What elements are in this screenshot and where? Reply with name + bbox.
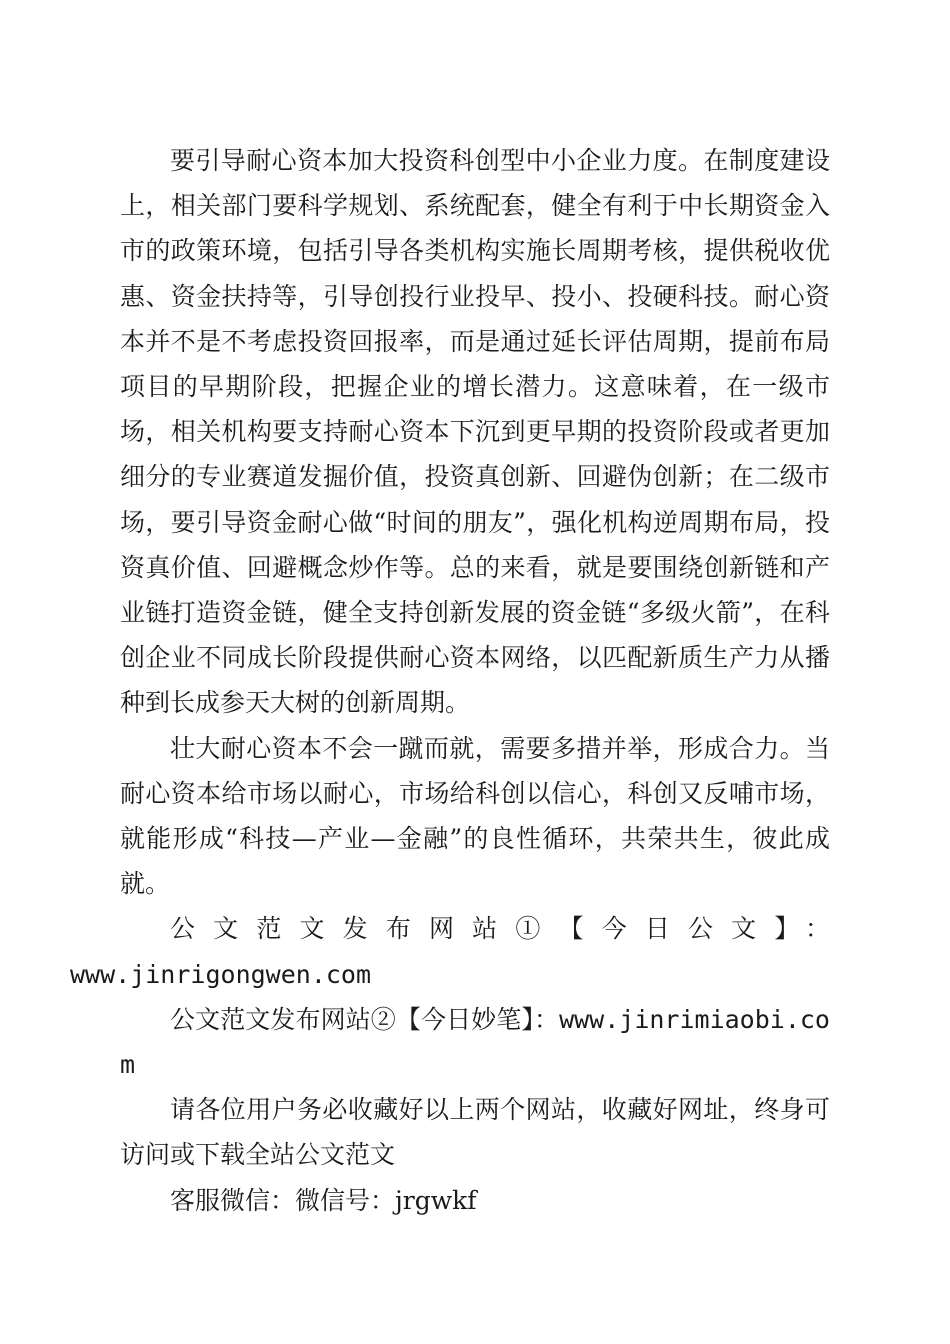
site2-url: www.jinrimiaobi.com: [120, 1004, 830, 1080]
site1-label: 公文范文发布网站①【今日公文】：: [170, 914, 830, 944]
document-body: [70, 138, 830, 1223]
paragraph-2: 壮大耐心资本不会一蹴而就，需要多措并举，形成合力。当耐心资本给市场以耐心，市场给科创以信心，科创又反哺市场，就能形成“科技—产业—金融”的良性循环，共荣共生，彼此成就。: [120, 733, 830, 899]
paragraph-1: 要引导耐心资本加大投资科创型中小企业力度。在制度建设上，相关部门要科学规划、系统配套，健全有利于中长期资金入市的政策环境，包括引导各类机构实施长周期考核，提供税收优惠、资金扶持等，引导创投行业投早、投小、投硬科技。耐心资本并不是不考虑投资回报率，而是通过延长评估周期，提前布局项目的早期阶段，把握企业的增长潜力。这意味着，在一级市场，相关机构要支持耐心资本下沉到更早期的投资阶段或者更加细分的专业赛道发掘价值，投资真创新、回避伪创新；在二级市场，要引导资金耐心做“时间的朋友”，强化机构逆周期布局，投资真价值、回避概念炒作等。总的来看，就是要围绕创新链和产业链打造资金链，健全支持创新发展的资金链“多级火箭”，在科创企业不同成长阶段提供耐心资本网络，以匹配新质生产力从播种到长成参天大树的创新周期。: [120, 146, 830, 718]
site1-line: [70, 906, 830, 996]
site2-label: 公文范文发布网站②【今日妙笔】：: [170, 1004, 560, 1034]
site2-line: [120, 997, 830, 1087]
site1-url: www.jinrigongwen.com: [70, 959, 372, 989]
service-line: 客服微信：微信号：jrgwkf: [170, 1185, 477, 1215]
notice-paragraph: 请各位用户务必收藏好以上两个网站，收藏好网址，终身可访问或下载全站公文范文: [120, 1095, 830, 1170]
